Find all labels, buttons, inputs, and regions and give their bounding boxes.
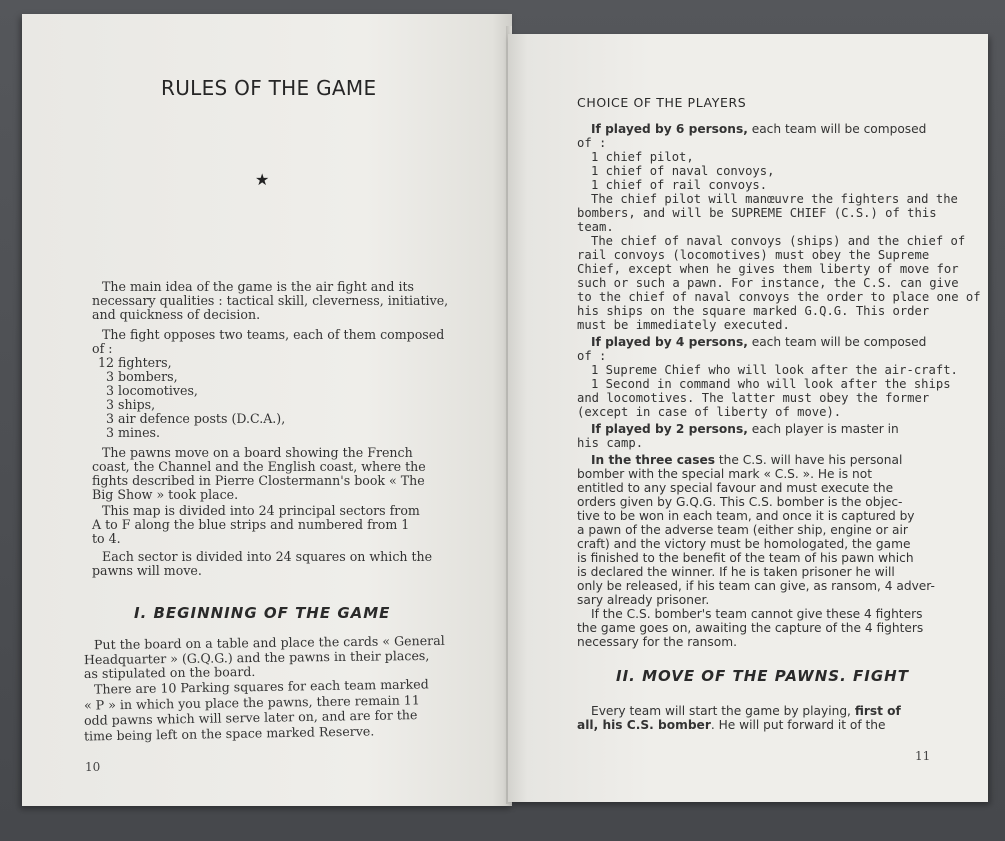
text-line: only be released, if his team can give, as ransom, 4 adver- [577, 579, 935, 593]
intro-line: pawns will move. [92, 563, 202, 578]
text-line: Every team will start the game by playing, first of [591, 704, 901, 718]
text-line: must be immediately executed. [577, 318, 790, 332]
list-item: 1 chief of rail convoys. [591, 178, 768, 192]
text-line: is declared the winner. If he is taken prisoner he will [577, 565, 895, 579]
text-line: tive to be won in each team, and once it is captured by [577, 509, 915, 523]
text-line: If played by 4 persons, each team will be composed [591, 335, 927, 349]
section-line: as stipulated on the board. [83, 663, 256, 682]
section-heading: II. MOVE OF THE PAWNS. FIGHT [616, 667, 909, 685]
section-line: time being left on the space marked Reserve. [83, 723, 375, 744]
text-line: of : [577, 349, 607, 363]
right-page [508, 34, 988, 802]
intro-line: The fight opposes two teams, each of them composed [102, 327, 445, 342]
intro-line: and quickness of decision. [92, 307, 261, 322]
text-line: bombers, and will be SUPREME CHIEF (C.S.) of this [577, 206, 937, 220]
list-item: 12 fighters, [98, 355, 172, 370]
intro-line: necessary qualities : tactical skill, cleverness, initiative, [92, 293, 449, 308]
page-number: 10 [85, 760, 101, 774]
text-line: orders given by G.Q.G. This C.S. bomber is the objec- [577, 495, 903, 509]
list-item: 1 chief of naval convoys, [591, 164, 775, 178]
page-number: 11 [915, 749, 931, 763]
text-line: (except in case of liberty of move). [577, 405, 842, 419]
intro-line: The pawns move on a board showing the French [102, 445, 413, 460]
text-line: of : [577, 136, 607, 150]
intro-line: This map is divided into 24 principal sectors from [102, 503, 420, 518]
left-page [22, 14, 512, 806]
list-item: 1 Supreme Chief who will look after the air-craft. [591, 363, 958, 377]
text-line: to the chief of naval convoys the order to place one of [577, 290, 981, 304]
list-item: 3 air defence posts (D.C.A.), [106, 411, 286, 426]
text-line: his ships on the square marked G.Q.G. This order [577, 304, 930, 318]
intro-line: of : [92, 341, 113, 356]
text-line: and locomotives. The latter must obey the former [577, 391, 930, 405]
list-item: 1 chief pilot, [591, 150, 694, 164]
intro-line: coast, the Channel and the English coast, where the [92, 459, 426, 474]
text-line: entitled to any special favour and must execute the [577, 481, 894, 495]
list-item: 1 Second in command who will look after the ships [591, 377, 951, 391]
list-item: 3 ships, [106, 397, 156, 412]
section-line: There are 10 Parking squares for each team marked [93, 676, 429, 697]
list-item: 3 locomotives, [106, 383, 198, 398]
intro-line: fights described in Pierre Clostermann's book « The [92, 473, 425, 488]
text-line: The chief of naval convoys (ships) and the chief of [591, 234, 966, 248]
intro-line: to 4. [92, 531, 121, 546]
section-heading: CHOICE OF THE PLAYERS [577, 95, 747, 110]
text-line: The chief pilot will manœuvre the fighters and the [591, 192, 958, 206]
text-line: rail convoys (locomotives) must obey the Supreme [577, 248, 930, 262]
intro-line: Each sector is divided into 24 squares on which the [102, 549, 433, 564]
section-line: Put the board on a table and place the cards « General [93, 632, 445, 653]
text-line: bomber with the special mark « C.S. ». He is not [577, 467, 872, 481]
section-line: odd pawns which will serve later on, and are for the [83, 707, 418, 728]
section-line: « P » in which you place the pawns, there remain 11 [83, 692, 420, 713]
intro-line: Big Show » took place. [92, 487, 239, 502]
text-line: sary already prisoner. [577, 593, 710, 607]
section-heading: I. BEGINNING OF THE GAME [134, 604, 391, 622]
text-line: is finished to the benefit of the team of his pawn which [577, 551, 914, 565]
text-line: If played by 6 persons, each team will be composed [591, 122, 927, 136]
text-line: a pawn of the adverse team (either ship, engine or air [577, 523, 908, 537]
text-line: In the three cases the C.S. will have his personal [591, 453, 903, 467]
text-line: all, his C.S. bomber. He will put forward it of the [577, 718, 886, 732]
text-line: craft) and the victory must be homologated, the game [577, 537, 911, 551]
text-line: team. [577, 220, 614, 234]
text-line: If played by 2 persons, each player is master in [591, 422, 899, 436]
text-line: Chief, except when he gives them liberty of move for [577, 262, 959, 276]
text-line: necessary for the ransom. [577, 635, 737, 649]
list-item: 3 bombers, [106, 369, 178, 384]
text-line: such or such a pawn. For instance, the C.S. can give [577, 276, 959, 290]
section-line: Headquarter » (G.Q.G.) and the pawns in their places, [83, 647, 430, 668]
page-title: RULES OF THE GAME [161, 76, 377, 100]
text-line: his camp. [577, 436, 644, 450]
list-item: 3 mines. [106, 425, 161, 440]
intro-line: A to F along the blue strips and numbered from 1 [92, 517, 410, 532]
intro-line: The main idea of the game is the air fight and its [102, 279, 415, 294]
text-line: the game goes on, awaiting the capture of the 4 fighters [577, 621, 924, 635]
star-ornament-icon: ★ [255, 170, 270, 189]
text-line: If the C.S. bomber's team cannot give these 4 fighters [591, 607, 923, 621]
